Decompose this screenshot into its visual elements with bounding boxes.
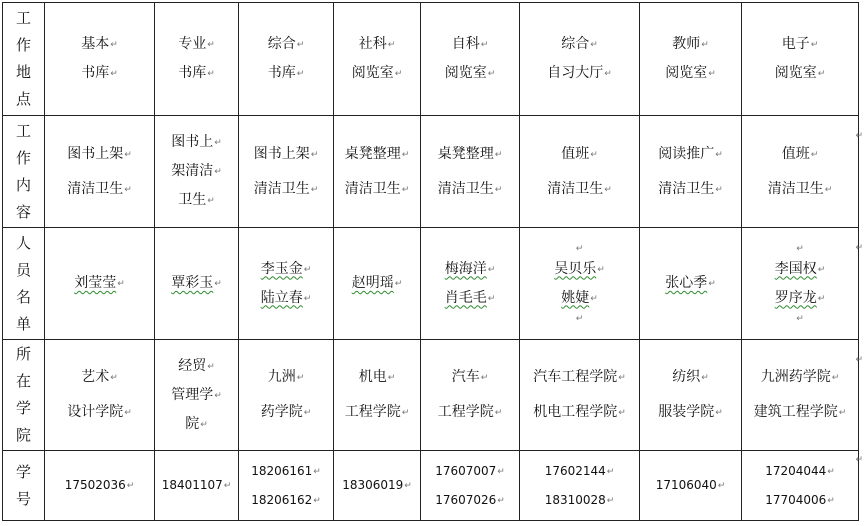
college-text bbox=[742, 360, 858, 395]
duty-value: 清洁卫生 bbox=[253, 180, 310, 197]
row-header-char: 工 bbox=[15, 9, 31, 27]
row-header-char: 地 bbox=[15, 63, 31, 81]
college-value: 院 bbox=[185, 415, 200, 432]
college-value: 纺织 bbox=[672, 369, 701, 385]
location-cell bbox=[45, 3, 155, 116]
location-value: 阅览室 bbox=[444, 65, 487, 81]
duty-text bbox=[239, 137, 333, 172]
college-text bbox=[45, 360, 154, 395]
location-text bbox=[421, 59, 519, 88]
staff-value: 刘莹莹 bbox=[74, 275, 117, 291]
location-text bbox=[742, 59, 858, 88]
location-value: 书库 bbox=[81, 65, 110, 81]
duty-text bbox=[421, 137, 519, 172]
paragraph-mark: ↵ bbox=[401, 408, 410, 418]
college-value: 九洲药学院 bbox=[760, 369, 831, 385]
paragraph-mark: ↵ bbox=[124, 184, 132, 195]
paragraph-mark: ↵ bbox=[717, 481, 726, 491]
student-id-text bbox=[421, 457, 519, 486]
duty-value: 清洁卫生 bbox=[547, 180, 604, 197]
duty-value: 图书上架 bbox=[253, 145, 310, 162]
duty-value: 桌凳整理 bbox=[344, 145, 401, 162]
staff-text bbox=[239, 284, 333, 313]
staff-text bbox=[239, 255, 333, 284]
paragraph-mark: ↵ bbox=[310, 184, 319, 195]
location-text bbox=[155, 59, 238, 88]
paragraph-mark: ↵ bbox=[303, 264, 312, 275]
table-row-student-id bbox=[3, 451, 859, 521]
paragraph-mark: ↵ bbox=[827, 466, 835, 477]
student-id-value: 18401107 bbox=[161, 478, 223, 492]
duty-text bbox=[155, 128, 238, 157]
duty-cell bbox=[421, 116, 520, 228]
duty-value: 桌凳整理 bbox=[437, 145, 494, 162]
duty-value: 值班 bbox=[561, 145, 590, 162]
duty-value: 清洁卫生 bbox=[767, 180, 824, 197]
paragraph-mark: ↵ bbox=[708, 279, 716, 289]
paragraph-mark: ↵ bbox=[296, 40, 305, 50]
staff-cell bbox=[520, 228, 640, 340]
paragraph-mark: ↵ bbox=[207, 361, 215, 372]
college-text bbox=[155, 410, 238, 439]
row-header-staff bbox=[3, 228, 45, 340]
staff-cell bbox=[421, 228, 520, 340]
table-row-duty bbox=[3, 116, 859, 228]
paragraph-mark: ↵ bbox=[715, 408, 723, 418]
duty-value: 清洁卫生 bbox=[437, 180, 494, 197]
college-cell bbox=[421, 340, 520, 451]
college-value: 艺术 bbox=[81, 369, 110, 385]
paragraph-mark: ↵ bbox=[838, 408, 847, 418]
paragraph-mark: ↵ bbox=[590, 149, 598, 160]
paragraph-mark: ↵ bbox=[494, 408, 503, 418]
paragraph-mark: ↵ bbox=[715, 149, 723, 160]
duty-text bbox=[640, 137, 741, 172]
college-text bbox=[640, 360, 741, 395]
college-text bbox=[239, 360, 333, 395]
duty-value: 阅读推广 bbox=[658, 145, 715, 162]
student-id-cell bbox=[742, 451, 859, 521]
college-text bbox=[334, 360, 420, 395]
paragraph-mark: ↵ bbox=[618, 408, 626, 418]
location-text bbox=[155, 30, 238, 59]
paragraph-mark: ↵ bbox=[214, 167, 222, 177]
duty-text bbox=[155, 186, 238, 215]
duty-schedule-table bbox=[2, 2, 859, 521]
paragraph-mark: ↵ bbox=[824, 184, 833, 195]
student-id-value: 17704006 bbox=[765, 492, 827, 507]
paragraph-mark: ↵ bbox=[817, 293, 826, 304]
paragraph-mark: ↵ bbox=[604, 69, 612, 79]
college-cell bbox=[239, 340, 334, 451]
paragraph-mark: ↵ bbox=[817, 69, 826, 79]
paragraph-mark: ↵ bbox=[126, 481, 135, 491]
college-text bbox=[421, 395, 519, 430]
college-text bbox=[334, 395, 420, 430]
student-id-text bbox=[421, 486, 519, 515]
staff-cell bbox=[640, 228, 742, 340]
college-value: 机电 bbox=[358, 369, 387, 385]
paragraph-mark: ↵ bbox=[117, 279, 125, 289]
staff-value: 姚婕 bbox=[561, 289, 590, 306]
paragraph-mark: ↵ bbox=[223, 481, 232, 491]
staff-text bbox=[640, 269, 741, 298]
student-id-value: 17607026 bbox=[435, 492, 497, 507]
college-cell bbox=[155, 340, 239, 451]
location-value: 基本 bbox=[81, 36, 110, 52]
college-text bbox=[520, 395, 639, 430]
location-value: 综合 bbox=[267, 36, 296, 52]
staff-text bbox=[520, 255, 639, 284]
location-text bbox=[45, 59, 154, 88]
duty-value: 值班 bbox=[781, 145, 810, 162]
paragraph-mark: ↵ bbox=[701, 373, 709, 383]
college-value: 工程学院 bbox=[344, 404, 401, 420]
row-header-char: 号 bbox=[15, 489, 31, 508]
location-cell bbox=[742, 3, 859, 116]
student-id-value: 18310028 bbox=[544, 492, 606, 507]
row-header-char: 学 bbox=[15, 399, 31, 417]
row-header-college bbox=[3, 340, 45, 451]
row-header-char: 工 bbox=[15, 121, 31, 140]
duty-cell bbox=[742, 116, 859, 228]
paragraph-mark: ↵ bbox=[575, 243, 584, 254]
paragraph-mark: ↵ bbox=[597, 264, 605, 275]
duty-text bbox=[742, 172, 858, 207]
duty-text bbox=[520, 172, 639, 207]
location-text bbox=[239, 59, 333, 88]
paragraph-mark: ↵ bbox=[401, 184, 410, 195]
student-id-text bbox=[239, 457, 333, 486]
college-text bbox=[421, 360, 519, 395]
duty-text bbox=[742, 137, 858, 172]
row-header-char: 院 bbox=[15, 426, 31, 444]
college-cell bbox=[640, 340, 742, 451]
staff-value: 李玉金 bbox=[260, 260, 303, 277]
paragraph-mark: ↵ bbox=[214, 390, 222, 401]
duty-text bbox=[421, 172, 519, 207]
location-value: 书库 bbox=[178, 65, 207, 81]
location-cell bbox=[239, 3, 334, 116]
location-text bbox=[334, 30, 420, 59]
student-id-value: 17607007 bbox=[435, 463, 497, 478]
college-value: 经贸 bbox=[178, 357, 207, 374]
paragraph-mark: ↵ bbox=[124, 408, 132, 418]
location-value: 综合 bbox=[561, 36, 590, 52]
student-id-text bbox=[155, 471, 238, 500]
duty-value: 图书上架 bbox=[67, 145, 124, 162]
paragraph-mark: ↵ bbox=[708, 69, 716, 79]
college-value: 设计学院 bbox=[67, 404, 124, 420]
paragraph-mark: ↵ bbox=[480, 40, 489, 50]
row-header-char: 人 bbox=[15, 233, 31, 252]
college-text bbox=[742, 395, 858, 430]
paragraph-mark: ↵ bbox=[701, 40, 709, 50]
college-cell bbox=[520, 340, 640, 451]
paragraph-mark: ↵ bbox=[296, 69, 305, 79]
paragraph-mark: ↵ bbox=[401, 149, 410, 160]
paragraph-mark: ↵ bbox=[590, 293, 598, 304]
row-header-char: 单 bbox=[15, 314, 31, 333]
paragraph-mark: ↵ bbox=[303, 408, 312, 418]
row-header-duty bbox=[3, 116, 45, 228]
row-header-char: 作 bbox=[15, 148, 31, 167]
staff-text bbox=[334, 269, 420, 298]
student-id-value: 17502036 bbox=[64, 478, 126, 492]
row-header-student-id bbox=[3, 451, 45, 521]
paragraph-mark: ↵ bbox=[200, 419, 208, 430]
duty-text bbox=[45, 137, 154, 172]
staff-value: 李国权 bbox=[774, 260, 817, 277]
paragraph-mark: ↵ bbox=[313, 495, 321, 506]
staff-cell bbox=[334, 228, 421, 340]
staff-value: 罗序龙 bbox=[774, 289, 817, 306]
paragraph-mark: ↵ bbox=[604, 184, 612, 195]
staff-text bbox=[155, 269, 238, 298]
row-header-location bbox=[3, 3, 45, 116]
paragraph-mark: ↵ bbox=[207, 40, 215, 50]
duty-value: 清洁卫生 bbox=[344, 180, 401, 197]
paragraph-mark: ↵ bbox=[590, 40, 598, 50]
staff-text bbox=[520, 284, 639, 313]
college-value: 九洲 bbox=[267, 369, 296, 385]
location-cell bbox=[334, 3, 421, 116]
row-end-mark: ↵ bbox=[855, 131, 863, 141]
paragraph-mark: ↵ bbox=[497, 495, 505, 506]
paragraph-mark: ↵ bbox=[575, 313, 584, 324]
row-end-mark: ↵ bbox=[855, 455, 863, 465]
college-cell bbox=[45, 340, 155, 451]
college-value: 管理学 bbox=[171, 386, 214, 403]
staff-value: 陆立春 bbox=[260, 289, 303, 306]
staff-cell bbox=[742, 228, 859, 340]
student-id-text bbox=[640, 471, 741, 500]
college-text bbox=[45, 395, 154, 430]
staff-value: 张心季 bbox=[665, 275, 708, 291]
paragraph-mark: ↵ bbox=[494, 149, 503, 160]
paragraph-mark: ↵ bbox=[110, 373, 118, 383]
duty-text bbox=[640, 172, 741, 207]
location-value: 阅览室 bbox=[351, 65, 394, 81]
location-text bbox=[640, 59, 741, 88]
location-value: 阅览室 bbox=[665, 65, 708, 81]
paragraph-mark: ↵ bbox=[487, 293, 496, 304]
table-row-staff bbox=[3, 228, 859, 340]
student-id-value: 18306019 bbox=[342, 478, 404, 492]
student-id-value: 17204044 bbox=[765, 463, 827, 478]
paragraph-mark: ↵ bbox=[606, 495, 615, 506]
row-end-mark: ↵ bbox=[855, 355, 863, 365]
paragraph-mark: ↵ bbox=[313, 466, 321, 477]
paragraph-mark: ↵ bbox=[606, 466, 615, 477]
paragraph-mark: ↵ bbox=[810, 40, 819, 50]
staff-value: 吴贝乐 bbox=[554, 260, 597, 277]
duty-text bbox=[45, 172, 154, 207]
row-header-char: 在 bbox=[15, 372, 31, 390]
location-value: 教师 bbox=[672, 36, 701, 52]
duty-cell bbox=[239, 116, 334, 228]
student-id-value: 18206162 bbox=[251, 492, 313, 507]
paragraph-mark: ↵ bbox=[110, 40, 118, 50]
student-id-cell bbox=[45, 451, 155, 521]
location-text bbox=[640, 30, 741, 59]
location-text bbox=[239, 30, 333, 59]
paragraph-mark: ↵ bbox=[214, 279, 222, 289]
row-end-mark: ↵ bbox=[855, 243, 863, 253]
location-text bbox=[520, 59, 639, 88]
row-header-char: 点 bbox=[15, 90, 31, 108]
student-id-value: 18206161 bbox=[251, 463, 313, 478]
duty-cell bbox=[45, 116, 155, 228]
duty-value: 清洁卫生 bbox=[67, 180, 124, 197]
college-value: 药学院 bbox=[260, 404, 303, 420]
staff-value: 梅海洋 bbox=[444, 260, 487, 277]
student-id-text bbox=[45, 471, 154, 500]
location-value: 自科 bbox=[451, 36, 480, 52]
student-id-text bbox=[520, 486, 639, 515]
paragraph-mark: ↵ bbox=[817, 264, 826, 275]
paragraph-mark: ↵ bbox=[480, 373, 489, 383]
location-text bbox=[421, 30, 519, 59]
student-id-value: 17602144 bbox=[544, 463, 606, 478]
paragraph-mark: ↵ bbox=[387, 40, 396, 50]
paragraph-mark: ↵ bbox=[796, 313, 804, 324]
staff-value: 肖毛毛 bbox=[444, 289, 487, 306]
staff-value: 赵明瑶 bbox=[351, 275, 394, 291]
college-text bbox=[520, 360, 639, 395]
staff-cell bbox=[239, 228, 334, 340]
location-value: 社科 bbox=[358, 36, 387, 52]
paragraph-mark: ↵ bbox=[831, 373, 840, 383]
paragraph-mark: ↵ bbox=[207, 69, 215, 79]
student-id-value: 17106040 bbox=[655, 478, 717, 492]
location-value: 书库 bbox=[267, 65, 296, 81]
location-cell bbox=[640, 3, 742, 116]
college-value: 机电工程学院 bbox=[533, 404, 618, 420]
paragraph-mark: ↵ bbox=[214, 138, 222, 148]
staff-text bbox=[45, 269, 154, 298]
duty-value: 图书上 bbox=[171, 134, 214, 150]
paragraph-mark: ↵ bbox=[394, 279, 403, 289]
staff-cell bbox=[45, 228, 155, 340]
staff-text bbox=[742, 284, 858, 313]
duty-value: 清洁卫生 bbox=[658, 180, 715, 197]
paragraph-mark: ↵ bbox=[827, 495, 835, 506]
row-header-char: 学 bbox=[15, 462, 31, 481]
student-id-text bbox=[520, 457, 639, 486]
paragraph-mark: ↵ bbox=[207, 196, 215, 206]
paragraph-mark: ↵ bbox=[387, 373, 396, 383]
staff-text bbox=[421, 284, 519, 313]
location-text bbox=[742, 30, 858, 59]
location-value: 电子 bbox=[781, 36, 810, 52]
college-text bbox=[239, 395, 333, 430]
staff-text bbox=[742, 255, 858, 284]
duty-value: 卫生 bbox=[178, 192, 207, 208]
paragraph-mark: ↵ bbox=[497, 466, 505, 477]
student-id-text bbox=[742, 457, 858, 486]
location-text bbox=[520, 30, 639, 59]
student-id-text bbox=[239, 486, 333, 515]
paragraph-mark: ↵ bbox=[110, 69, 118, 79]
table-row-location bbox=[3, 3, 859, 116]
student-id-text bbox=[334, 471, 420, 500]
college-value: 汽车 bbox=[451, 369, 480, 385]
student-id-cell bbox=[334, 451, 421, 521]
duty-text bbox=[334, 172, 420, 207]
college-text bbox=[640, 395, 741, 430]
paragraph-mark: ↵ bbox=[303, 293, 312, 304]
duty-text bbox=[155, 157, 238, 186]
college-value: 工程学院 bbox=[437, 404, 494, 420]
student-id-text bbox=[742, 486, 858, 515]
college-value: 服装学院 bbox=[658, 404, 715, 420]
paragraph-mark: ↵ bbox=[715, 184, 723, 195]
paragraph-mark: ↵ bbox=[296, 373, 305, 383]
duty-cell bbox=[640, 116, 742, 228]
student-id-cell bbox=[640, 451, 742, 521]
student-id-cell bbox=[421, 451, 520, 521]
duty-cell bbox=[155, 116, 239, 228]
college-text bbox=[155, 381, 238, 410]
staff-cell bbox=[155, 228, 239, 340]
location-cell bbox=[520, 3, 640, 116]
location-value: 阅览室 bbox=[774, 65, 817, 81]
duty-value: 架清洁 bbox=[171, 163, 214, 179]
duty-text bbox=[520, 137, 639, 172]
row-header-char: 名 bbox=[15, 287, 31, 306]
staff-text bbox=[421, 255, 519, 284]
paragraph-mark: ↵ bbox=[810, 149, 819, 160]
paragraph-mark: ↵ bbox=[310, 149, 319, 160]
location-value: 自习大厅 bbox=[547, 65, 604, 81]
paragraph-mark: ↵ bbox=[487, 264, 496, 275]
paragraph-mark: ↵ bbox=[404, 481, 412, 491]
student-id-cell bbox=[239, 451, 334, 521]
paragraph-mark: ↵ bbox=[618, 373, 626, 383]
duty-cell bbox=[334, 116, 421, 228]
location-text bbox=[334, 59, 420, 88]
paragraph-mark: ↵ bbox=[487, 69, 496, 79]
student-id-cell bbox=[520, 451, 640, 521]
college-value: 建筑工程学院 bbox=[753, 404, 838, 420]
college-text bbox=[155, 352, 238, 381]
college-cell bbox=[742, 340, 859, 451]
staff-value: 覃彩玉 bbox=[171, 275, 214, 291]
college-value: 汽车工程学院 bbox=[533, 369, 618, 385]
paragraph-mark: ↵ bbox=[124, 149, 132, 160]
paragraph-mark: ↵ bbox=[394, 69, 403, 79]
location-cell bbox=[421, 3, 520, 116]
duty-text bbox=[334, 137, 420, 172]
paragraph-mark: ↵ bbox=[494, 184, 503, 195]
table-row-college bbox=[3, 340, 859, 451]
row-header-char: 内 bbox=[15, 175, 31, 194]
student-id-cell bbox=[155, 451, 239, 521]
duty-text bbox=[239, 172, 333, 207]
college-cell bbox=[334, 340, 421, 451]
row-header-char: 所 bbox=[15, 345, 31, 363]
row-header-char: 员 bbox=[15, 260, 31, 279]
location-cell bbox=[155, 3, 239, 116]
row-header-char: 作 bbox=[15, 36, 31, 54]
paragraph-mark: ↵ bbox=[796, 243, 804, 254]
row-header-char: 容 bbox=[15, 202, 31, 221]
duty-cell bbox=[520, 116, 640, 228]
location-value: 专业 bbox=[178, 36, 207, 52]
location-text bbox=[45, 30, 154, 59]
